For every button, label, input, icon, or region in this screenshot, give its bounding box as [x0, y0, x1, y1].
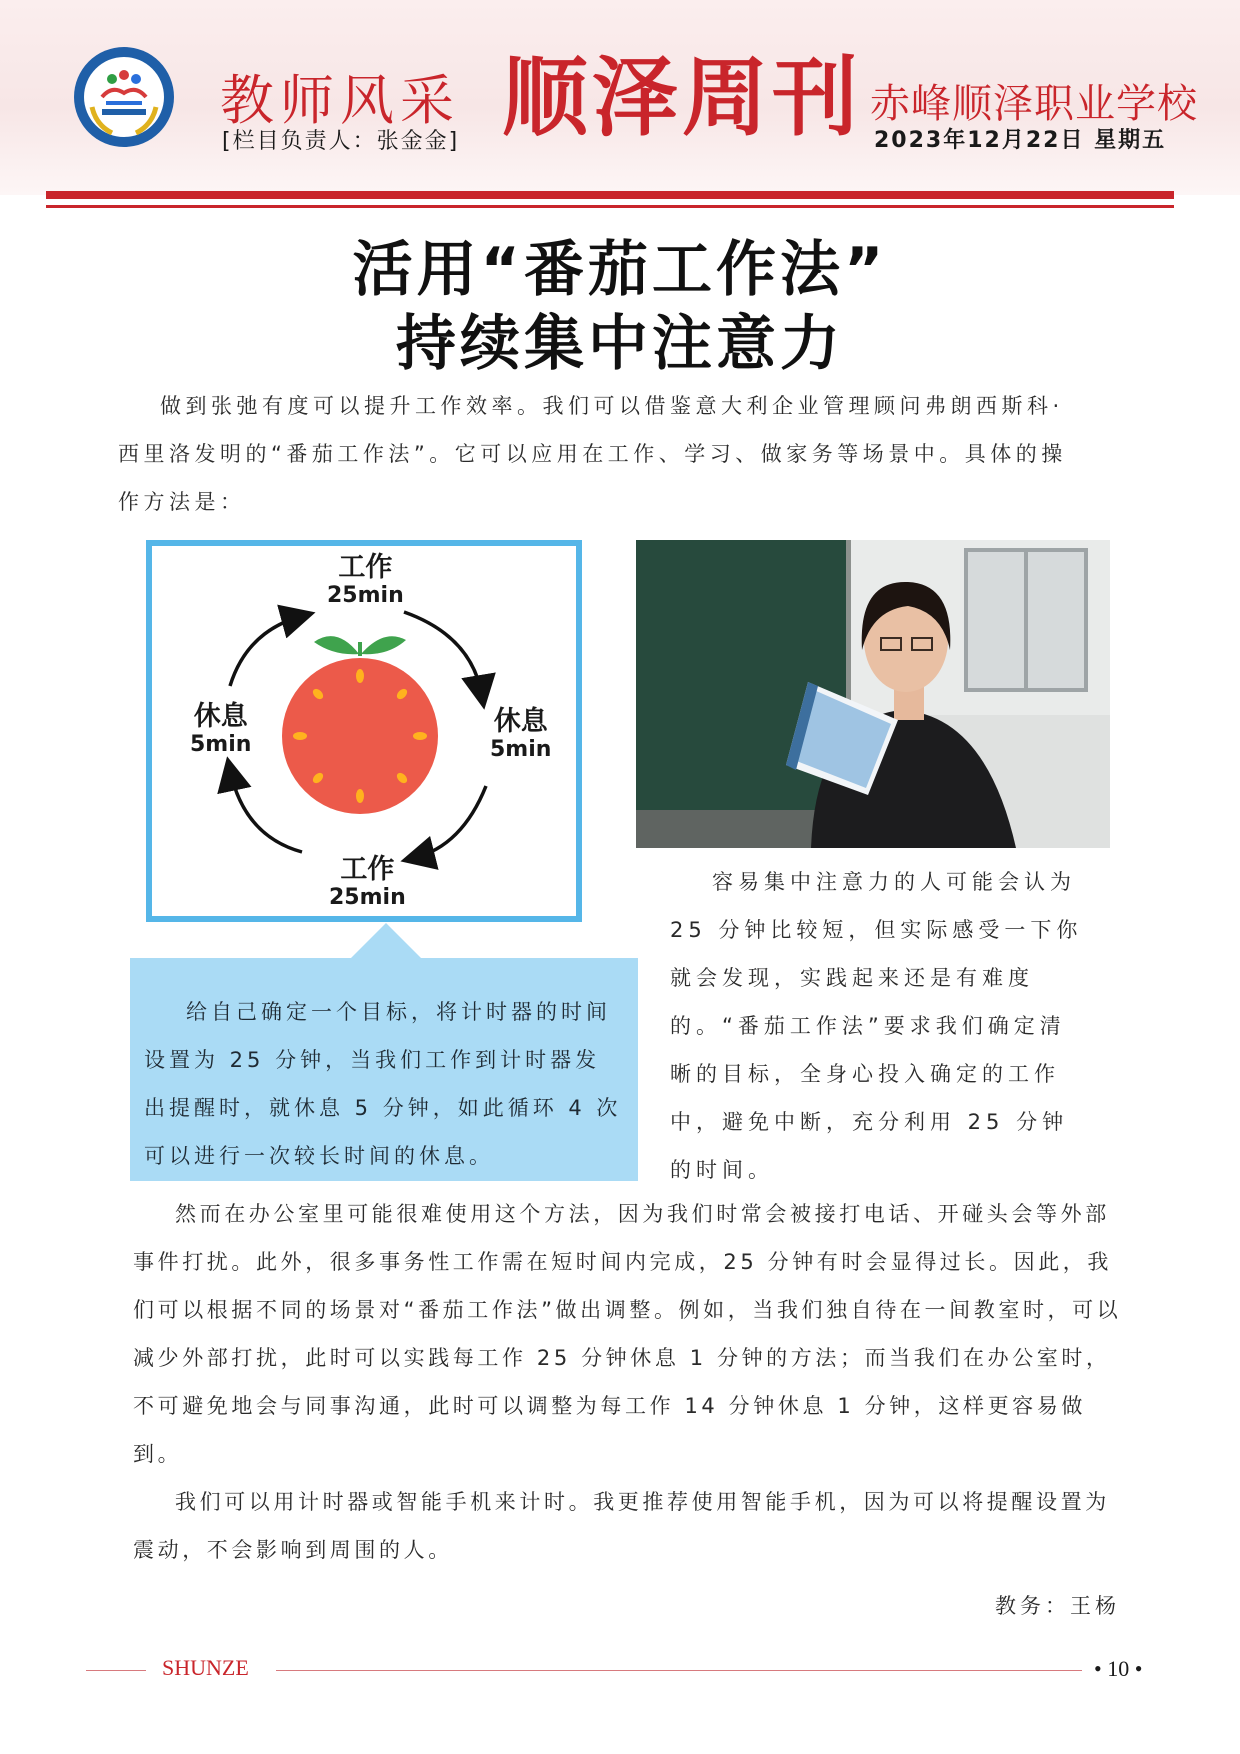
- footer-brand: SHUNZE: [162, 1655, 249, 1680]
- school-name: 赤峰顺泽职业学校: [870, 81, 1198, 127]
- diagram-label-right: 休息 5min: [490, 706, 552, 763]
- issue-date: 2023年12月22日 星期五: [874, 128, 1167, 153]
- teacher-photo: [636, 540, 1110, 848]
- author-signature: 教务：王杨: [995, 1594, 1120, 1618]
- publication-title: 顺泽周刊: [502, 48, 862, 148]
- diagram-label-left: 休息 5min: [190, 701, 252, 758]
- header-rule-thin: [46, 205, 1174, 208]
- footer-rule-left: [86, 1670, 146, 1671]
- article-title-line1: 活用“番茄工作法”: [352, 235, 888, 305]
- section-editor: [栏目负责人：张金金]: [222, 129, 460, 154]
- pomodoro-diagram: [146, 540, 582, 922]
- body-paragraph-3: 然而在办公室里可能很难使用这个方法，因为我们时常会被接打电话、开碰头会等外部事件打扰。此外，很多事务性工作需在短时间内完成，25 分钟有时会显得过长。因此，我们可以根据不同的场景对“番茄工作法”做出调整。例如，当我们独自待在一间教室时，可以减少外部打扰，此时可以实践每工作 25 分钟休息 1 分钟的方法；而当我们在办公室时，不可避免地会与同事沟通，此时可以调整为每工作 14 分钟休息 1 分钟，这样更容易做到。: [133, 1202, 1122, 1466]
- diagram-label-bottom: 工作 25min: [329, 854, 406, 911]
- body-paragraph-4: 我们可以用计时器或智能手机来计时。我更推荐使用智能手机，因为可以将提醒设置为震动，不会影响到周围的人。: [133, 1490, 1110, 1562]
- callout-box: [130, 958, 638, 1181]
- school-emblem-icon: [72, 45, 176, 149]
- intro-paragraph: 做到张弛有度可以提升工作效率。我们可以借鉴意大利企业管理顾问弗朗西斯科·西里洛发明的“番茄工作法”。它可以应用在工作、学习、做家务等场景中。具体的操作方法是：: [118, 394, 1067, 514]
- header-rule-thick: [46, 191, 1174, 199]
- section-name: 教师风采: [220, 69, 460, 132]
- diagram-label-top: 工作 25min: [327, 552, 404, 609]
- footer-rule-right: [276, 1670, 1082, 1671]
- tomato-icon: [282, 636, 438, 814]
- page-number: • 10 •: [1094, 1656, 1143, 1681]
- article-title-line2: 持续集中注意力: [396, 309, 844, 379]
- side-paragraph: 容易集中注意力的人可能会认为 25 分钟比较短，但实际感受一下你就会发现，实践起来还是有难度的。“番茄工作法”要求我们确定清晰的目标，全身心投入确定的工作中，避免中断，充分利用 25 分钟的时间。: [670, 870, 1083, 1182]
- callout-pointer: [350, 923, 422, 959]
- callout-text: 给自己确定一个目标，将计时器的时间设置为 25 分钟，当我们工作到计时器发出提醒时，就休息 5 分钟，如此循环 4 次可以进行一次较长时间的休息。: [144, 1000, 622, 1168]
